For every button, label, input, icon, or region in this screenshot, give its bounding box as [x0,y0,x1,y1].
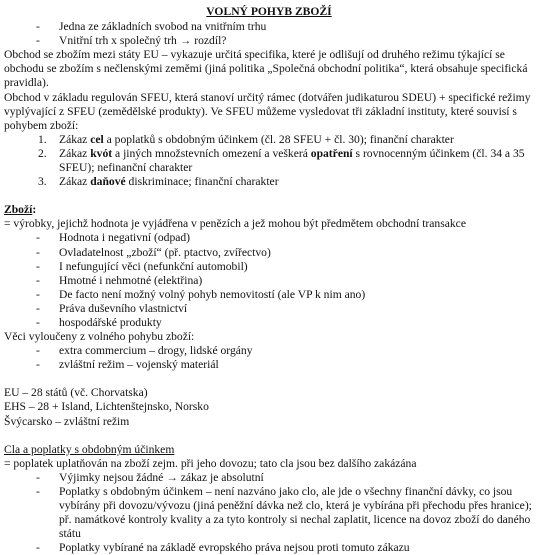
institute-number: 3. [38,175,47,189]
institute-text: a jiných množstevních omezení a veškerá [112,146,311,160]
excluded-item: - extra commercium – drogy, lidské orgány [4,344,534,358]
intro-item: - Vnitřní trh x společný trh → rozdíl? [4,34,534,48]
goods-item: - Hodnota i negativní (odpad) [4,231,534,245]
institute-text: diskriminace; finanční charakter [125,175,279,189]
cla-item: - Výjimky nejsou žádné → zákaz je absolutní [4,471,534,485]
spacer [4,372,534,386]
cla-item: - Poplatky vybírané na základě evropského práva nejsou proti tomuto zákazu [4,541,534,555]
goods-item: - Hmotné i nehmotné (elektřina) [4,274,534,288]
intro-item: - Jedna ze základních svobod na vnitřním trhu [4,20,534,34]
paragraph-trade-specifics: Obchod se zbožím mezi státy EU – vykazuje určitá specifika, které je odlišují od druhého režimu týkající se obchodu se zbožím s nečlenskými zeměmi (jiná politika „Společná obchodní politika“, která obsahuje specifická pravidla). [4,48,528,90]
institute-number: 1. [38,132,47,146]
states-line: EU – 28 států (vč. Chorvatska) [4,386,148,400]
institute-keyword: kvót [90,146,113,160]
institute-item [4,175,534,189]
institute-text: s rovnocenným účinkem (čl. 34 a 35 SFEU); nefinanční charakter [59,146,525,175]
institute-keyword: opatření [310,146,353,160]
institute-item [4,147,534,175]
goods-definition: = výrobky, jejichž hodnota je vyjádřena v penězích a jež mohou být předmětem obchodní transakce [4,217,466,231]
paragraph-regulation: Obchod v základu regulován SFEU, která stanoví určitý rámec (dotvářen judikaturou SDEU) + specifické režimy vyplývající z SFEU (zemědělské produkty). Ve SFEU můžeme vysledovat tři základní instituty, které souvisí s pohybem zboží: [4,90,531,132]
goods-item: - I nefungující věci (nefunkční automobil) [4,260,534,274]
institute-number: 2. [38,146,47,160]
states-line: Švýcarsko – zvláštní režim [4,414,130,428]
institute-keyword: cel [90,132,104,146]
institute-keyword: daňové [90,175,126,189]
spacer [4,429,534,443]
institute-text: a poplatků s obdobným účinkem (čl. 28 SFEU + čl. 30); finanční charakter [103,132,454,146]
cla-item: - Poplatky s obdobným účinkem – není nazváno jako clo, ale jde o všechny finanční dávky, co jsou vybírány při dovozu/vývozu (jiná peněžní dávka než clo, která je vybírána při přechodu přes hranice); př. namátkové kontroly kvality a za tyto kontroly si nechal zaplatit, licence na dovoz zboží do daného státu [4,485,534,541]
goods-item: - hospodářské produkty [4,316,534,330]
excluded-item: - zvláštní režim – vojenský materiál [4,358,534,372]
excluded-heading: Věci vyloučeny z volného pohybu zboží: [4,330,195,344]
institute-text: Zákaz [59,132,91,146]
goods-heading: Zboží [4,203,33,217]
page-title: VOLNÝ POHYB ZBOŽÍ [206,5,332,18]
goods-item: - Ovladatelnost „zboží“ (př. ptactvo, zvířectvo) [4,246,534,260]
goods-heading-line [4,203,534,217]
institute-text: Zákaz [59,175,91,189]
goods-item: - Práva duševního vlastnictví [4,302,534,316]
goods-heading-colon: : [32,203,37,217]
institute-text: Zákaz [59,146,91,160]
goods-item: - De facto není možný volný pohyb nemovitostí (ale VP k nim ano) [4,288,534,302]
institute-item [4,133,534,147]
cla-heading: Cla a poplatky s obdobným účinkem [4,442,175,456]
cla-definition: = poplatek uplatňován na zboží zejm. při jeho dovozu; tato cla jsou bez dalšího zakázána [4,456,417,470]
states-line: EHS – 28 + Island, Lichtenštejnsko, Norsko [4,400,209,414]
spacer [4,189,534,203]
